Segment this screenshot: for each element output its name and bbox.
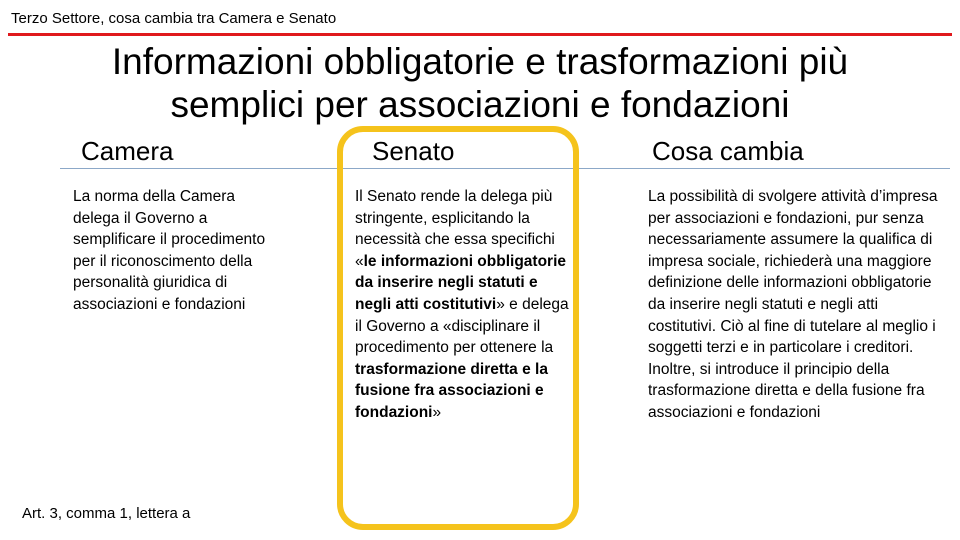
senato-text-2: » e delega il Governo a «disciplinare il procedimento per ottenere la [355,295,569,357]
camera-body: La norma della Camera delega il Governo a semplificare il procedimento per il riconoscimento della personalità giuridica di associazioni e fondazioni [73,188,266,313]
camera-column-text [73,186,273,316]
senato-bold-1: le informazioni obbligatorie da inserire negli statuti e negli atti costitutivi [355,252,566,313]
senato-heading: Senato [372,136,455,166]
title-line-2: semplici per associazioni e fondazioni [170,84,790,125]
senato-column-text [355,186,577,424]
slide-header: Terzo Settore, cosa cambia tra Camera e Senato [11,10,337,27]
header-divider [8,33,952,36]
cosa-cambia-column-text [648,186,943,424]
senato-bold-2: trasformazione diretta e la fusione fra associazioni e fondazioni [355,360,548,421]
cosa-cambia-paragraph-1: La possibilità di svolgere attività d’impresa per associazioni e fondazioni, pur senza necessariamente assumere la qualifica di impresa sociale, richiederà una maggiore definizione delle informazioni obbligatorie da inserire negli statuti e negli atti costitutivi. Ciò al fine di tutelare al meglio i soggetti terzi e in particolare i creditori. [648,188,938,357]
slide-title [40,40,920,126]
title-line-1: Informazioni obbligatorie e trasformazioni più [111,41,849,82]
senato-text-3: » [432,403,442,421]
cosa-cambia-heading: Cosa cambia [652,136,804,166]
camera-heading: Camera [81,136,174,166]
senato-body [355,186,577,424]
senato-text-1: Il Senato rende la delega più stringente, esplicitando la necessità che essa specifichi « [355,188,555,270]
article-reference: Art. 3, comma 1, lettera a [22,505,191,522]
cosa-cambia-paragraph-2: Inoltre, si introduce il principio della trasformazione diretta e della fusione fra associazioni e fondazioni [648,360,925,421]
